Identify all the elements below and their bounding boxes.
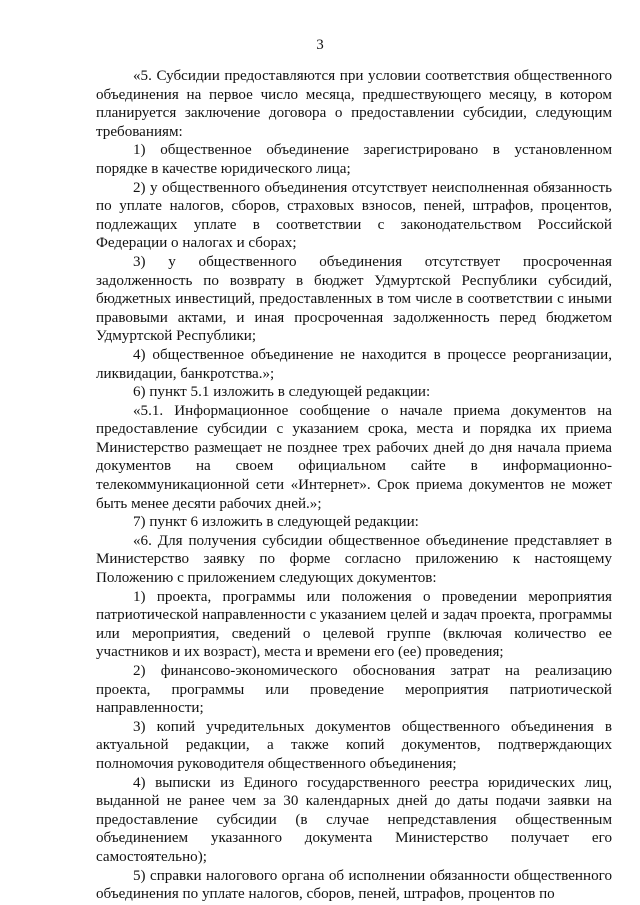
paragraph-requirement-1: 1) общественное объединение зарегистрировано в установленном порядке в качестве юридического лица; (96, 142, 612, 177)
paragraph-requirement-2: 2) у общественного объединения отсутствует неисполненная обязанность по уплате налогов, сборов, страховых взносов, пеней, штрафов, процентов, подлежащих уплате в соответствии с законодательством Российской Федерации о налогах и сборах; (96, 179, 612, 252)
paragraph-requirement-4: 4) общественное объединение не находится в процессе реорганизации, ликвидации, банкротства.»; (96, 346, 612, 382)
paragraph-requirement-3: 3) у общественного объединения отсутствует просроченная задолженность по возврату в бюджет Удмуртской Республики субсидий, бюджетных инвестиций, предоставленных в том числе в соответствии с иными правовыми актами, и иная просроченная задолженность перед бюджетом Удмуртской Республики; (96, 253, 612, 345)
document-body (96, 67, 612, 904)
paragraph-clause-6: «6. Для получения субсидии общественное объединение представляет в Министерство заявку по форме согласно приложению к настоящему Положению с приложением следующих документов: (96, 532, 612, 587)
paragraph-clause-5: «5. Субсидии предоставляются при условии соответствия общественного объединения на первое число месяца, предшествующего месяцу, в котором планируется заключение договора о предоставлении субсидии, следующим требованиям: (96, 68, 612, 140)
paragraph-document-3: 3) копий учредительных документов общественного объединения в актуальной редакции, а также копий документов, подтверждающих полномочия руководителя общественного объединения; (96, 718, 612, 772)
paragraph-document-5: 5) справки налогового органа об исполнении обязанности общественного объединения по уплате налогов, сборов, пеней, штрафов, процентов по (96, 867, 612, 903)
paragraph-amendment-6: 6) пункт 5.1 изложить в следующей редакции: (133, 384, 431, 401)
paragraph-document-2: 2) финансово-экономического обоснования затрат на реализацию проекта, программы или проведение мероприятия патриотической направленности; (96, 663, 612, 717)
paragraph-document-4: 4) выписки из Единого государственного реестра юридических лиц, выданной не ранее чем за 30 календарных дней до даты подачи заявки на предоставление субсидии (в случае непредставления общественным объединением указанного документа Министерство получает его самостоятельно); (96, 774, 612, 865)
paragraph-amendment-7: 7) пункт 6 изложить в следующей редакции: (133, 514, 419, 531)
paragraph-document-1: 1) проекта, программы или положения о проведении мероприятия патриотической направленности с указанием целей и задач проекта, программы или мероприятия, сведений о целевой группе (включая количество ее участников и их возраст), места и времени его (ее) проведения; (96, 588, 612, 661)
page-number: 3 (316, 37, 324, 53)
paragraph-clause-5-1: «5.1. Информационное сообщение о начале приема документов на предоставление субсидии с указанием срока, места и порядка их приема Министерство размещает не позднее трех рабочих дней до дня начала приема документов на своем официальном сайте в информационно-телекоммуникационной сети «Интернет». Срок приема документов не может быть менее десяти рабочих дней.»; (96, 402, 612, 512)
